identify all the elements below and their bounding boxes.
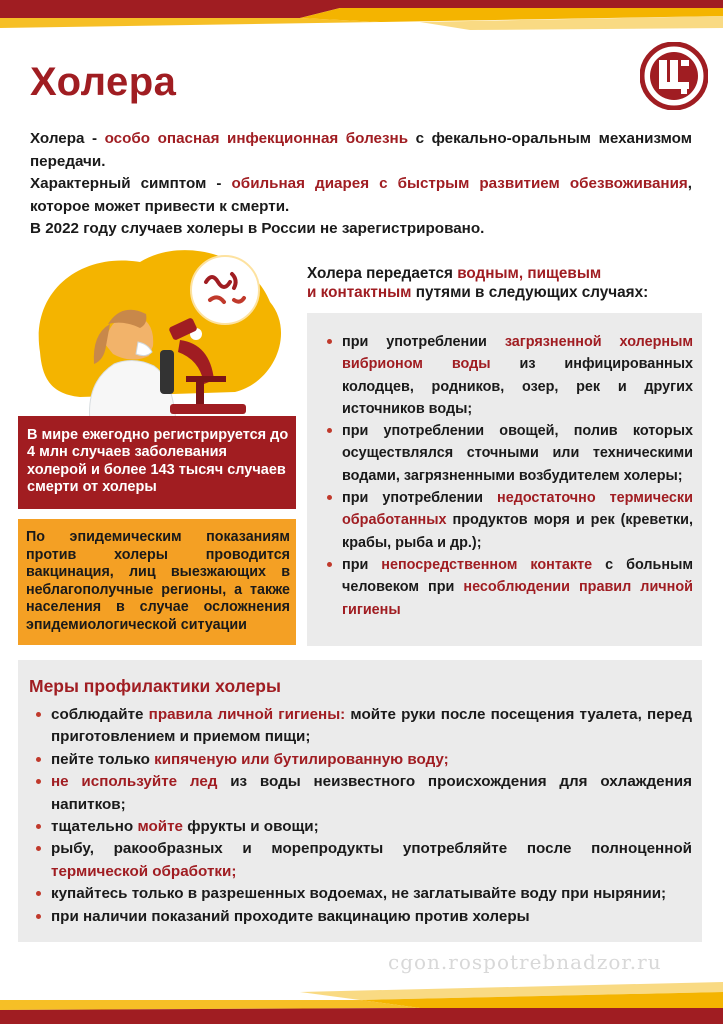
- top-stripes-decoration: [0, 0, 723, 34]
- transmission-cases-box: [307, 313, 702, 646]
- vaccination-box: [18, 519, 296, 645]
- list-item: рыбу, ракообразных и морепродукты употребляйте после полноценной термической обработки;: [34, 838, 692, 883]
- list-item: при непосредственном контакте с больным человеком при несоблюдении правил личной гигиены: [325, 554, 693, 621]
- prevention-box: [18, 660, 702, 942]
- list-item: пейте только кипяченую или бутилированную воду;: [34, 749, 692, 771]
- list-item: при употреблении недостаточно термически обработанных продуктов моря и рек (креветки, крабы, рыба и др.);: [325, 487, 693, 554]
- list-item: при употреблении овощей, полив которых осуществлялся сточными или техническими водами, загрязненными возбудителем холеры;: [325, 420, 693, 487]
- page-title: Холера: [30, 60, 177, 104]
- prevention-title: Меры профилактики холеры: [29, 676, 281, 696]
- intro-symptom: Характерный симптом - обильная диарея с быстрым развитием обезвоживания, которое может привести к смерти.: [30, 175, 693, 215]
- list-item: при наличии показаний проходите вакцинацию против холеры: [34, 906, 692, 928]
- world-statistics-box: [18, 416, 296, 509]
- transmission-cases-list: [325, 331, 693, 621]
- bottom-stripes-decoration: [0, 978, 723, 1024]
- list-item: при употреблении загрязненной холерным вибрионом воды из инфицированных колодцев, родников, озер, рек и других источников воды;: [325, 331, 693, 420]
- vaccination-text: По эпидемическим показаниям против холеры проводится вакцинация, лиц выезжающих в неблагополучные регионы, а также населения в случае осложнения эпидемиологической ситуации: [26, 529, 290, 633]
- cgon-logo-icon: [640, 42, 708, 110]
- list-item: тщательно мойте фрукты и овощи;: [34, 816, 692, 838]
- list-item: купайтесь только в разрешенных водоемах, не заглатывайте воду при нырянии;: [34, 883, 692, 905]
- prevention-list: [34, 704, 692, 928]
- list-item: не используйте лед из воды неизвестного происхождения для охлаждения напитков;: [34, 771, 692, 816]
- transmission-heading: Холера передается водным, пищевым и контактным путями в следующих случаях:: [307, 265, 649, 301]
- intro-text: [30, 128, 692, 241]
- scientist-microscope-illustration: [20, 232, 295, 422]
- world-statistics-text: В мире ежегодно регистрируется до 4 млн случаев заболевания холерой и более 143 тысяч случаев смерти от холеры: [27, 427, 289, 495]
- website-url: cgon.rospotrebnadzor.ru: [388, 950, 662, 974]
- list-item: соблюдайте правила личной гигиены: мойте руки после посещения туалета, перед приготовлением и приемом пищи;: [34, 704, 692, 749]
- intro-statistics-russia: В 2022 году случаев холеры в России не зарегистрировано.: [30, 220, 485, 237]
- intro-definition: Холера - особо опасная инфекционная болезнь с фекально-оральным механизмом передачи.: [30, 130, 692, 170]
